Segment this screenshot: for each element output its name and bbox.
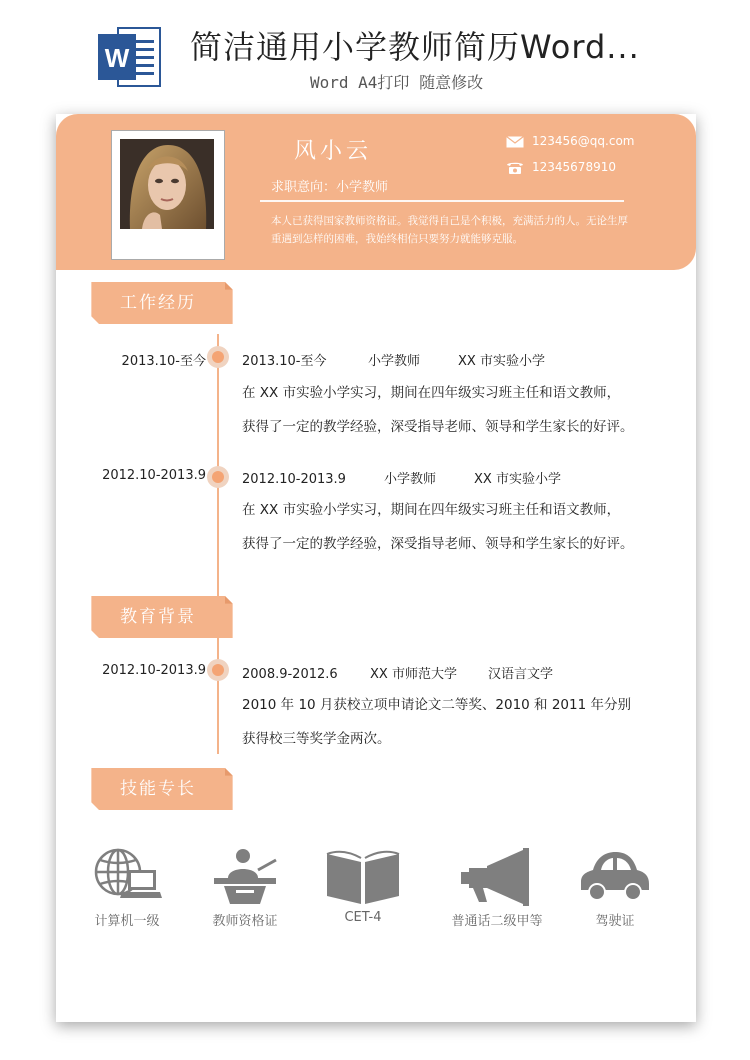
car-icon xyxy=(577,848,653,906)
section-title-education: 教育背景 xyxy=(120,607,196,627)
resume-page xyxy=(56,114,696,1022)
work-desc-1-line2: 获得了一定的教学经验，深受指导老师、领导和学生家长的好评。 xyxy=(242,419,634,435)
timeline-line xyxy=(217,334,219,754)
svg-text:W: W xyxy=(104,43,130,73)
work-org-2: XX 市实验小学 xyxy=(474,472,561,487)
work-date-1: 2013.10-至今 xyxy=(121,354,206,369)
skill-label-computer: 计算机一级 xyxy=(94,914,160,929)
word-document-icon xyxy=(96,22,164,92)
education-major-1: 汉语言文学 xyxy=(488,667,554,682)
document-subtitle: Word A4打印 随意修改 xyxy=(310,73,484,92)
work-role-2: 小学教师 xyxy=(384,472,437,487)
candidate-name: 风小云 xyxy=(294,139,373,164)
work-date-2: 2012.10-2013.9 xyxy=(102,468,206,483)
work-desc-2 xyxy=(242,493,634,561)
work-period-2: 2012.10-2013.9 xyxy=(242,472,346,487)
timeline-dot xyxy=(207,659,229,681)
education-period-1: 2008.9-2012.6 xyxy=(242,667,338,682)
envelope-icon xyxy=(506,136,524,148)
timeline-dot xyxy=(207,346,229,368)
education-desc-1 xyxy=(242,688,631,756)
work-heading-1 xyxy=(242,350,545,369)
skill-item-driving xyxy=(560,848,670,929)
education-school-1: XX 市师范大学 xyxy=(370,667,457,682)
work-desc-2-line1: 在 XX 市实验小学实习，期间在四年级实习班主任和语文教师， xyxy=(242,502,621,518)
section-title-work: 工作经历 xyxy=(120,293,196,313)
skill-item-computer xyxy=(72,848,182,929)
work-org-1: XX 市实验小学 xyxy=(458,354,545,369)
section-title-skills: 技能专长 xyxy=(120,779,196,799)
education-heading-1 xyxy=(242,663,553,682)
teacher-podium-icon xyxy=(210,848,280,906)
banner-divider xyxy=(260,200,624,202)
megaphone-icon xyxy=(459,848,535,906)
profile-banner xyxy=(56,114,696,270)
photo-frame xyxy=(111,130,225,260)
skill-label-cet4: CET-4 xyxy=(344,910,382,925)
profile-photo xyxy=(120,139,214,229)
skill-label-teacher: 教师资格证 xyxy=(212,914,278,929)
skill-item-teacher xyxy=(190,848,300,929)
education-date-1: 2012.10-2013.9 xyxy=(102,663,206,678)
work-heading-2 xyxy=(242,468,561,487)
work-desc-1 xyxy=(242,376,634,444)
education-desc-1-line1: 2010 年 10 月获校立项申请论文二等奖、2010 和 2011 年分别 xyxy=(242,697,631,713)
phone-row xyxy=(506,160,616,175)
telephone-icon xyxy=(506,161,524,175)
skill-item-mandarin xyxy=(442,848,552,929)
self-introduction: 本人已获得国家教师资格证。我觉得自己是个积极，充满活力的人。无论生厚重遇到怎样的困难，我始终相信只要努力就能够克服。 xyxy=(271,215,628,245)
skill-item-cet4 xyxy=(308,848,418,925)
timeline-dot xyxy=(207,466,229,488)
skill-label-mandarin: 普通话二级甲等 xyxy=(451,914,543,929)
email-row xyxy=(506,134,635,148)
education-desc-1-line2: 获得校三等奖学金两次。 xyxy=(242,731,391,747)
email-text: 123456@qq.com xyxy=(532,134,635,148)
work-period-1: 2013.10-至今 xyxy=(242,354,327,369)
open-book-icon xyxy=(325,848,401,906)
phone-text: 12345678910 xyxy=(532,160,616,174)
work-desc-2-line2: 获得了一定的教学经验，深受指导老师、领导和学生家长的好评。 xyxy=(242,536,634,552)
document-title: 简洁通用小学教师简历Word... xyxy=(190,28,640,66)
job-intent: 求职意向：小学教师 xyxy=(271,180,389,195)
work-role-1: 小学教师 xyxy=(368,354,421,369)
computer-globe-icon xyxy=(92,848,162,906)
skill-label-driving: 驾驶证 xyxy=(595,914,635,929)
work-desc-1-line1: 在 XX 市实验小学实习，期间在四年级实习班主任和语文教师， xyxy=(242,385,621,401)
